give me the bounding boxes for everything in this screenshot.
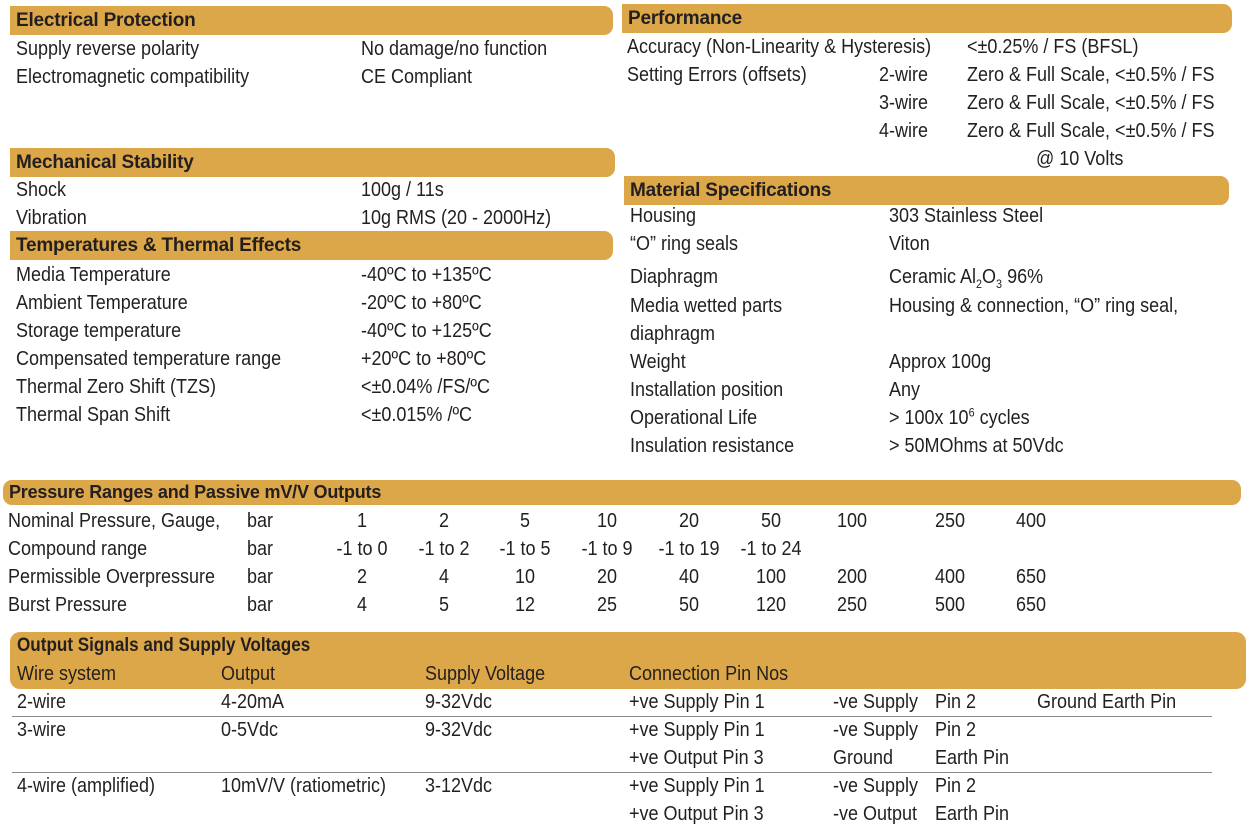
- cell: 4-wire (amplified): [17, 775, 156, 797]
- pressure-value: 250: [836, 594, 868, 616]
- pressure-value: -1 to 19: [658, 538, 720, 560]
- spec-value: -40ºC to +135ºC: [361, 264, 492, 286]
- pressure-row-label: Nominal Pressure, Gauge,: [8, 510, 221, 532]
- wire-label: 4-wire: [879, 120, 929, 142]
- spec-label: Media Temperature: [16, 264, 171, 286]
- cell: Ground: [833, 747, 894, 769]
- pressure-unit: bar: [247, 566, 274, 588]
- column-header-connection: Connection Pin Nos: [629, 663, 789, 685]
- pressure-value: 5: [438, 594, 450, 616]
- spec-value: [889, 406, 1030, 430]
- cell: +ve Output Pin 3: [629, 803, 764, 825]
- row-divider: [12, 716, 1212, 717]
- column-header-output: Output: [221, 663, 276, 685]
- cell: +ve Supply Pin 1: [629, 775, 765, 797]
- pressure-value: 20: [596, 566, 618, 588]
- cell: -ve Supply: [833, 691, 919, 713]
- spec-label: Compensated temperature range: [16, 348, 282, 370]
- cell: -ve Supply: [833, 775, 919, 797]
- pressure-value: 100: [755, 566, 787, 588]
- spec-value: 100g / 11s: [361, 179, 444, 201]
- pressure-unit: bar: [247, 538, 274, 560]
- cell: Earth Pin: [935, 803, 1010, 825]
- output-signals-header: Output Signals and Supply Voltages: [17, 635, 311, 656]
- cell: 4-20mA: [221, 691, 285, 713]
- pressure-value: -1 to 5: [499, 538, 551, 560]
- cell: Pin 2: [935, 719, 977, 741]
- pressure-value: 1: [356, 510, 368, 532]
- spec-label: Thermal Zero Shift (TZS): [16, 376, 217, 398]
- material-specifications-header: Material Specifications: [624, 176, 1229, 205]
- column-header-supply: Supply Voltage: [425, 663, 546, 685]
- pressure-unit: bar: [247, 510, 274, 532]
- cell: Ground Earth Pin: [1037, 691, 1177, 713]
- spec-label: Shock: [16, 179, 67, 201]
- cell: 2-wire: [17, 691, 67, 713]
- pressure-value: 400: [934, 566, 966, 588]
- spec-value: 10g RMS (20 - 2000Hz): [361, 207, 552, 229]
- spec-label: Installation position: [630, 379, 784, 401]
- spec-label: diaphragm: [630, 323, 716, 345]
- pressure-value: 650: [1015, 594, 1047, 616]
- pressure-value: -1 to 0: [336, 538, 388, 560]
- cell: 10mV/V (ratiometric): [221, 775, 387, 797]
- pressure-value: 250: [934, 510, 966, 532]
- subscript: 3: [996, 277, 1003, 291]
- pressure-value: 100: [836, 510, 868, 532]
- spec-label: Vibration: [16, 207, 87, 229]
- pressure-ranges-header: Pressure Ranges and Passive mV/V Outputs: [3, 480, 1241, 505]
- spec-value: <±0.25% / FS (BFSL): [967, 36, 1139, 58]
- spec-label: Insulation resistance: [630, 435, 795, 457]
- spec-value: CE Compliant: [361, 66, 473, 88]
- spec-value: Viton: [889, 233, 930, 255]
- pressure-value: 25: [596, 594, 618, 616]
- pressure-value: 400: [1015, 510, 1047, 532]
- spec-value: <±0.04% /FS/ºC: [361, 376, 491, 398]
- pressure-row-label: Permissible Overpressure: [8, 566, 216, 588]
- pressure-value: 120: [755, 594, 787, 616]
- pressure-value: 500: [934, 594, 966, 616]
- spec-value: -40ºC to +125ºC: [361, 320, 492, 342]
- spec-value: [889, 265, 1043, 289]
- pressure-row-label: Burst Pressure: [8, 594, 128, 616]
- pressure-row-label: Compound range: [8, 538, 148, 560]
- cell: Pin 2: [935, 775, 977, 797]
- spec-value: 303 Stainless Steel: [889, 205, 1044, 227]
- pressure-value: -1 to 2: [418, 538, 470, 560]
- spec-label: Accuracy (Non-Linearity & Hysteresis): [627, 36, 932, 58]
- performance-header: Performance: [622, 4, 1232, 33]
- cell: -ve Output: [833, 803, 918, 825]
- spec-value: Approx 100g: [889, 351, 992, 373]
- cell: 9-32Vdc: [425, 691, 493, 713]
- pressure-unit: bar: [247, 594, 274, 616]
- pressure-value: 40: [678, 566, 700, 588]
- cell: 3-wire: [17, 719, 67, 741]
- spec-value: No damage/no function: [361, 38, 548, 60]
- spec-label: Weight: [630, 351, 686, 373]
- spec-value: Zero & Full Scale, <±0.5% / FS: [967, 120, 1215, 142]
- temperatures-header: Temperatures & Thermal Effects: [10, 231, 613, 260]
- pressure-value: 2: [356, 566, 368, 588]
- cell: +ve Supply Pin 1: [629, 719, 765, 741]
- pressure-value: 2: [438, 510, 450, 532]
- pressure-value: 20: [678, 510, 700, 532]
- spec-label: Ambient Temperature: [16, 292, 188, 314]
- spec-value: Any: [889, 379, 921, 401]
- life-value: > 100x 10: [889, 407, 969, 429]
- pressure-value: 10: [514, 566, 536, 588]
- diaphragm-material: 96%: [1002, 266, 1044, 288]
- pressure-value: 4: [438, 566, 450, 588]
- pressure-value: 10: [596, 510, 618, 532]
- spec-label: Media wetted parts: [630, 295, 783, 317]
- spec-value: > 50MOhms at 50Vdc: [889, 435, 1064, 457]
- row-divider: [12, 772, 1212, 773]
- pressure-value: 12: [514, 594, 536, 616]
- spec-label: Housing: [630, 205, 697, 227]
- life-value: cycles: [974, 407, 1030, 429]
- electrical-protection-header: Electrical Protection: [10, 6, 613, 35]
- pressure-value: -1 to 24: [740, 538, 802, 560]
- diaphragm-material: Ceramic Al: [889, 266, 977, 288]
- column-header-wire: Wire system: [17, 663, 116, 685]
- cell: +ve Output Pin 3: [629, 747, 764, 769]
- pressure-value: 200: [836, 566, 868, 588]
- cell: Pin 2: [935, 691, 977, 713]
- spec-value: +20ºC to +80ºC: [361, 348, 487, 370]
- spec-value: Housing & connection, “O” ring seal,: [889, 295, 1179, 317]
- spec-value: Zero & Full Scale, <±0.5% / FS: [967, 64, 1215, 86]
- pressure-value: 50: [760, 510, 782, 532]
- pressure-value: -1 to 9: [581, 538, 633, 560]
- mechanical-stability-header: Mechanical Stability: [10, 148, 615, 177]
- cell: 3-12Vdc: [425, 775, 493, 797]
- spec-value: -20ºC to +80ºC: [361, 292, 482, 314]
- cell: -ve Supply: [833, 719, 919, 741]
- spec-label: Thermal Span Shift: [16, 404, 171, 426]
- pressure-value: 4: [356, 594, 368, 616]
- spec-label: Setting Errors (offsets): [627, 64, 807, 86]
- cell: Earth Pin: [935, 747, 1010, 769]
- pressure-value: 650: [1015, 566, 1047, 588]
- spec-label: Operational Life: [630, 407, 758, 429]
- spec-value: Zero & Full Scale, <±0.5% / FS: [967, 92, 1215, 114]
- spec-label: Storage temperature: [16, 320, 182, 342]
- wire-label: 2-wire: [879, 64, 929, 86]
- cell: +ve Supply Pin 1: [629, 691, 765, 713]
- spec-label: Electromagnetic compatibility: [16, 66, 250, 88]
- cell: 9-32Vdc: [425, 719, 493, 741]
- spec-label: Diaphragm: [630, 266, 719, 288]
- diaphragm-material: O: [982, 266, 997, 288]
- wire-label: 3-wire: [879, 92, 929, 114]
- spec-note: @ 10 Volts: [1036, 148, 1124, 170]
- superscript: 6: [968, 405, 975, 420]
- spec-label: Supply reverse polarity: [16, 38, 200, 60]
- pressure-value: 5: [519, 510, 531, 532]
- pressure-value: 50: [678, 594, 700, 616]
- spec-value: <±0.015% /ºC: [361, 404, 473, 426]
- spec-label: “O” ring seals: [630, 233, 739, 255]
- cell: 0-5Vdc: [221, 719, 279, 741]
- subscript: 2: [976, 277, 983, 291]
